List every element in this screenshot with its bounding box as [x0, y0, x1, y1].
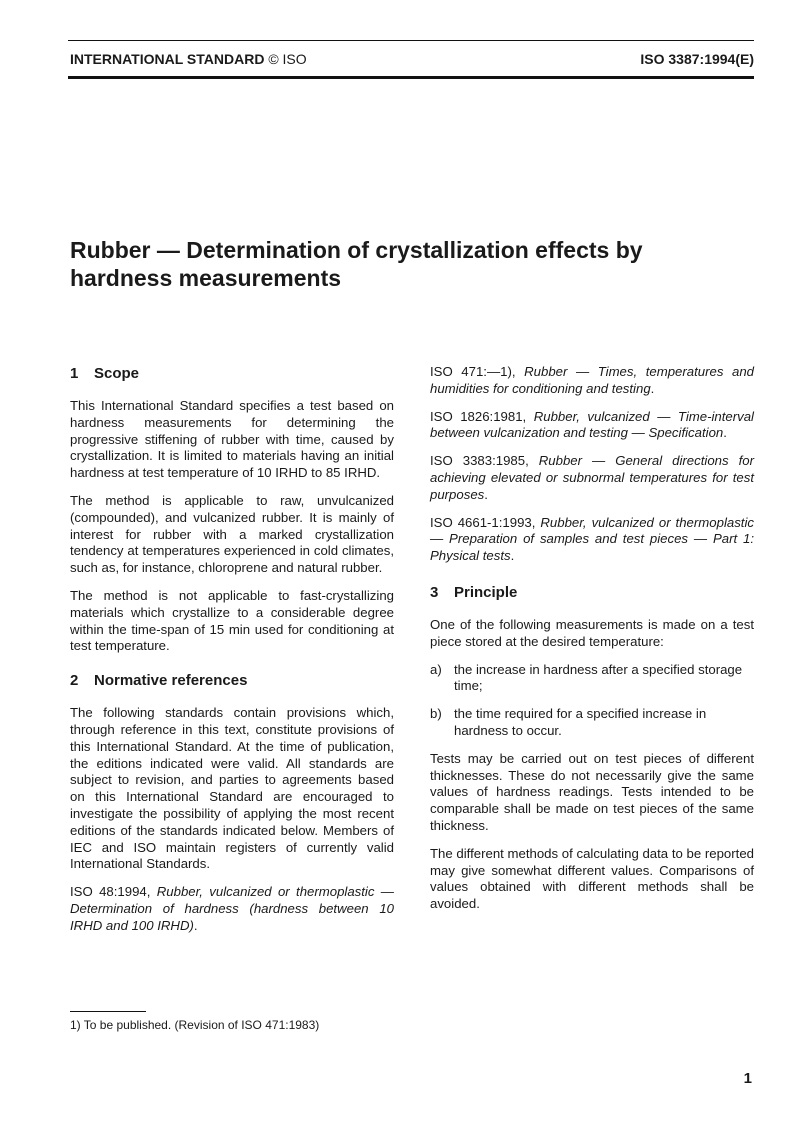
section-scope-heading — [70, 364, 394, 384]
section-normative-heading — [70, 671, 394, 691]
footnote-rule — [70, 1011, 146, 1012]
list-item-text: the time required for a specified increase in hardness to occur. — [454, 706, 707, 738]
header-top-rule — [68, 40, 754, 41]
reference-end: . — [510, 548, 515, 564]
reference-code: ISO 471:—1), — [430, 364, 516, 379]
section-number: 3 — [430, 583, 439, 601]
reference-item — [70, 884, 394, 934]
section-principle-heading — [430, 583, 754, 603]
reference-end: . — [484, 486, 488, 502]
section-number: 2 — [70, 672, 79, 690]
reference-code: ISO 1826:1981, — [430, 408, 527, 424]
reference-title: Rubber, vulcanized or thermoplastic — Determination of hardness (hardness between 10 IRHD and 100 IRHD) — [70, 884, 394, 933]
reference-item — [430, 453, 754, 503]
scope-paragraph: The method is not applicable to fast-crystallizing materials which crystallize to a considerable degree within the time-span of 15 min used for conditioning at test temperature. — [70, 587, 394, 654]
list-item-label: b) — [430, 706, 442, 722]
reference-code: ISO 48:1994, — [70, 884, 151, 900]
reference-end: . — [193, 917, 198, 933]
reference-title: Rubber — General directions for achieving elevated or subnormal temperatures for test purposes — [430, 453, 754, 502]
section-number: 1 — [70, 365, 79, 382]
reference-end: . — [723, 425, 727, 441]
reference-code: ISO 3383:1985, — [430, 453, 529, 469]
footnote: 1) To be published. (Revision of ISO 471:1983) — [70, 1018, 320, 1032]
page-number: 1 — [743, 1070, 752, 1087]
list-item-text: the increase in hardness after a specified storage time; — [454, 661, 743, 694]
section-title: Normative references — [94, 672, 248, 690]
header-copyright: © ISO — [268, 51, 307, 67]
section-title: Principle — [454, 583, 518, 601]
principle-paragraph: The different methods of calculating data to be reported may give somewhat different values. Comparisons of values obtained with different methods shall be avoided. — [430, 845, 754, 912]
principle-paragraph: Tests may be carried out on test pieces of different thicknesses. These do not necessarily give the same values of hardness readings. Tests intended to be comparable shall be made on test pieces of the same thickness. — [430, 750, 754, 833]
scope-paragraph: This International Standard specifies a test based on hardness measurements for determining the progressive stiffening of rubber with time, caused by crystallization. It is limited to materials having an initial hardness at test temperature of 10 IRHD to 85 IRHD. — [70, 398, 394, 481]
list-item-label: a) — [430, 661, 442, 677]
header-standard-label — [70, 51, 307, 67]
reference-item — [430, 409, 754, 443]
reference-code: ISO 4661-1:1993, — [430, 514, 536, 530]
reference-title: Rubber — Times, temperatures and humidities for conditioning and testing — [430, 364, 754, 396]
right-column — [430, 364, 754, 924]
reference-item — [430, 515, 754, 565]
reference-title: Rubber, vulcanized — Time-interval between vulcanization and testing — Specification — [430, 408, 754, 441]
list-item — [430, 662, 754, 696]
section-title: Scope — [94, 365, 140, 382]
principle-intro: One of the following measurements is made on a test piece stored at the desired temperature: — [430, 616, 754, 649]
header-bottom-rule — [68, 76, 754, 79]
reference-title: Rubber, vulcanized or thermoplastic — Preparation of samples and test pieces — Part 1: Physical tests — [430, 514, 754, 564]
reference-end: . — [650, 380, 655, 396]
reference-item — [430, 364, 754, 398]
header-standard-type: INTERNATIONAL STANDARD — [70, 51, 265, 67]
list-item — [430, 706, 754, 740]
header-doc-number: ISO 3387:1994(E) — [640, 51, 754, 67]
document-title: Rubber — Determination of crystallization effects by hardness measurements — [70, 237, 643, 291]
normative-intro: The following standards contain provisions which, through reference in this text, constitute provisions of this International Standard. At the time of publication, the editions indicated were valid. All standards are subject to revision, and parties to agreements based on this International Standard are encouraged to investigate the possibility of applying the most recent editions of the standards indicated below. Members of IEC and ISO maintain registers of currently valid International Standards. — [70, 705, 394, 872]
scope-paragraph: The method is applicable to raw, unvulcanized (compounded), and vulcanized rubber. It is mainly of interest for rubber with a marked crystallization tendency at temperatures experienced in cold climates, such as, for instance, chloroprene and natural rubber. — [70, 492, 394, 576]
left-column — [70, 364, 394, 946]
